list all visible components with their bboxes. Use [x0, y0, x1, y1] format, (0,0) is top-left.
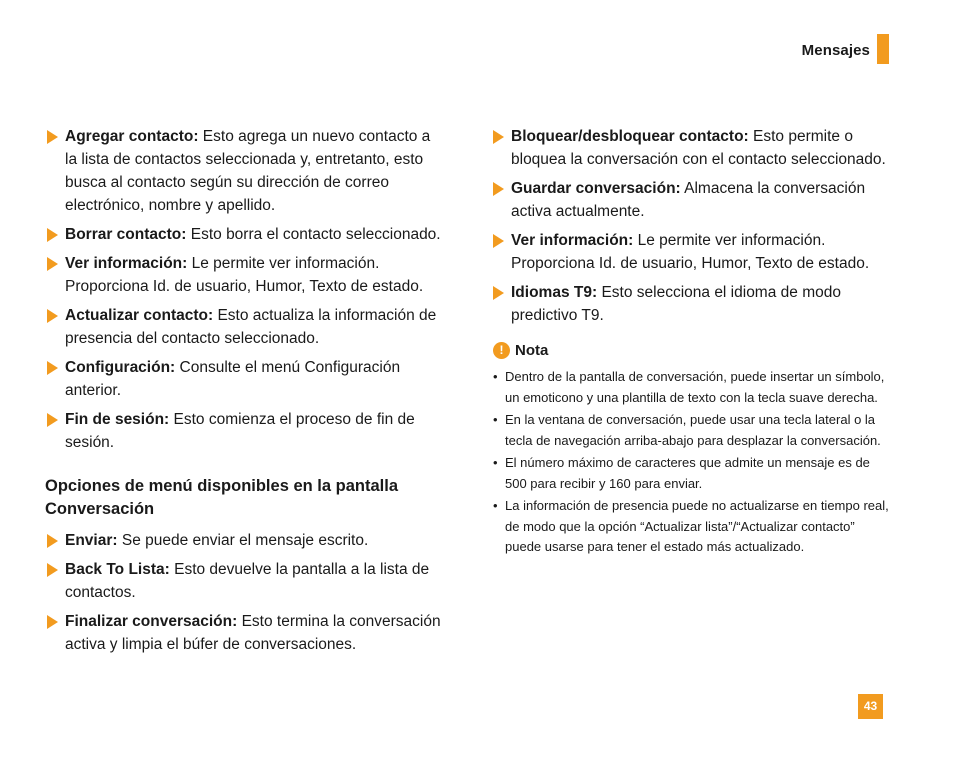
note-bullet-text: El número máximo de caracteres que admite un mensaje es de 500 para recibir y 160 para enviar.: [505, 455, 870, 491]
option-description: Consulte el menú Configuración anterior.: [65, 359, 401, 399]
option-term: Actualizar contacto:: [65, 307, 214, 324]
arrow-bullet-icon: [47, 130, 58, 144]
option-term: Borrar contacto:: [65, 226, 187, 243]
menu-option-fin-de-sesion: [45, 408, 445, 454]
option-term: Enviar:: [65, 532, 118, 549]
option-term: Idiomas T9:: [511, 284, 598, 301]
arrow-bullet-icon: [47, 615, 58, 629]
option-term: Agregar contacto:: [65, 128, 199, 145]
option-description: Esto comienza el proceso de fin de sesión.: [65, 411, 415, 451]
option-description: Le permite ver información. Proporciona Id. de usuario, Humor, Texto de estado.: [511, 232, 870, 272]
menu-option-ver-informacion-conversacion: [491, 229, 889, 275]
note-heading: [491, 341, 889, 361]
section-heading: Opciones de menú disponibles en la pantalla Conversación: [45, 477, 398, 518]
exclamation-icon: !: [493, 342, 510, 359]
arrow-bullet-icon: [47, 257, 58, 271]
arrow-bullet-icon: [47, 361, 58, 375]
menu-option-borrar-contacto: [45, 223, 445, 246]
option-description: Se puede enviar el mensaje escrito.: [117, 532, 369, 549]
menu-option-idiomas-t9: [491, 281, 889, 327]
note-bullet-text: En la ventana de conversación, puede usar una tecla lateral o la tecla de navegación arriba-abajo para desplazar la conversación.: [505, 412, 881, 448]
option-description: Esto termina la conversación activa y limpia el búfer de conversaciones.: [65, 613, 441, 653]
option-description: Le permite ver información. Proporciona Id. de usuario, Humor, Texto de estado.: [65, 255, 424, 295]
bullet-dot-icon: •: [493, 455, 498, 470]
option-term: Ver información:: [65, 255, 188, 272]
menu-option-actualizar-contacto: [45, 304, 445, 350]
option-description: Esto agrega un nuevo contacto a la lista de contactos seleccionada y, entretanto, esto busca al contacto según su dirección de correo electrónico, nombre y apellido.: [65, 128, 431, 214]
option-description: Esto permite o bloquea la conversación con el contacto seleccionado.: [511, 128, 886, 168]
arrow-bullet-icon: [493, 286, 504, 300]
menu-option-bloquear-desbloquear: [491, 125, 889, 171]
arrow-bullet-icon: [47, 413, 58, 427]
menu-option-back-to-lista: [45, 558, 445, 604]
note-bullet-text: Dentro de la pantalla de conversación, puede insertar un símbolo, un emoticono y una plantilla de texto con la tecla suave derecha.: [505, 369, 885, 405]
bullet-dot-icon: •: [493, 412, 498, 427]
note-title: Nota: [515, 342, 549, 359]
header-accent-bar: [877, 34, 889, 64]
option-description: Esto devuelve la pantalla a la lista de contactos.: [65, 561, 430, 601]
note-bullet: [491, 453, 889, 494]
option-term: Guardar conversación:: [511, 180, 681, 197]
option-term: Bloquear/desbloquear contacto:: [511, 128, 749, 145]
arrow-bullet-icon: [47, 534, 58, 548]
arrow-bullet-icon: [47, 228, 58, 242]
arrow-bullet-icon: [493, 130, 504, 144]
option-term: Ver información:: [511, 232, 634, 249]
page-number: 43: [858, 694, 883, 719]
option-description: Esto selecciona el idioma de modo predictivo T9.: [511, 284, 841, 324]
note-bullet-text: La información de presencia puede no actualizarse en tiempo real, de modo que la opción “Actualizar lista”/“Actualizar contacto” puede usarse para tener el estado más actualizado.: [505, 498, 889, 554]
option-description: Esto borra el contacto seleccionado.: [186, 226, 441, 243]
note-bullet: [491, 367, 889, 408]
arrow-bullet-icon: [47, 309, 58, 323]
left-column: [45, 125, 445, 662]
menu-option-enviar: [45, 529, 445, 552]
bullet-dot-icon: •: [493, 369, 498, 384]
arrow-bullet-icon: [493, 182, 504, 196]
arrow-bullet-icon: [493, 234, 504, 248]
option-term: Finalizar conversación:: [65, 613, 238, 630]
menu-option-guardar-conversacion: [491, 177, 889, 223]
right-column: [491, 125, 889, 560]
arrow-bullet-icon: [47, 563, 58, 577]
menu-option-configuracion: [45, 356, 445, 402]
page-header-title: Mensajes: [801, 42, 870, 59]
option-description: Almacena la conversación activa actualmente.: [511, 180, 866, 220]
option-term: Back To Lista:: [65, 561, 170, 578]
bullet-dot-icon: •: [493, 498, 498, 513]
option-term: Configuración:: [65, 359, 176, 376]
note-bullet: [491, 410, 889, 451]
note-bullet: [491, 496, 889, 558]
menu-option-agregar-contacto: [45, 125, 445, 217]
menu-option-finalizar-conversacion: [45, 610, 445, 656]
option-term: Fin de sesión:: [65, 411, 170, 428]
option-description: Esto actualiza la información de presencia del contacto seleccionado.: [65, 307, 437, 347]
menu-option-ver-informacion: [45, 252, 445, 298]
